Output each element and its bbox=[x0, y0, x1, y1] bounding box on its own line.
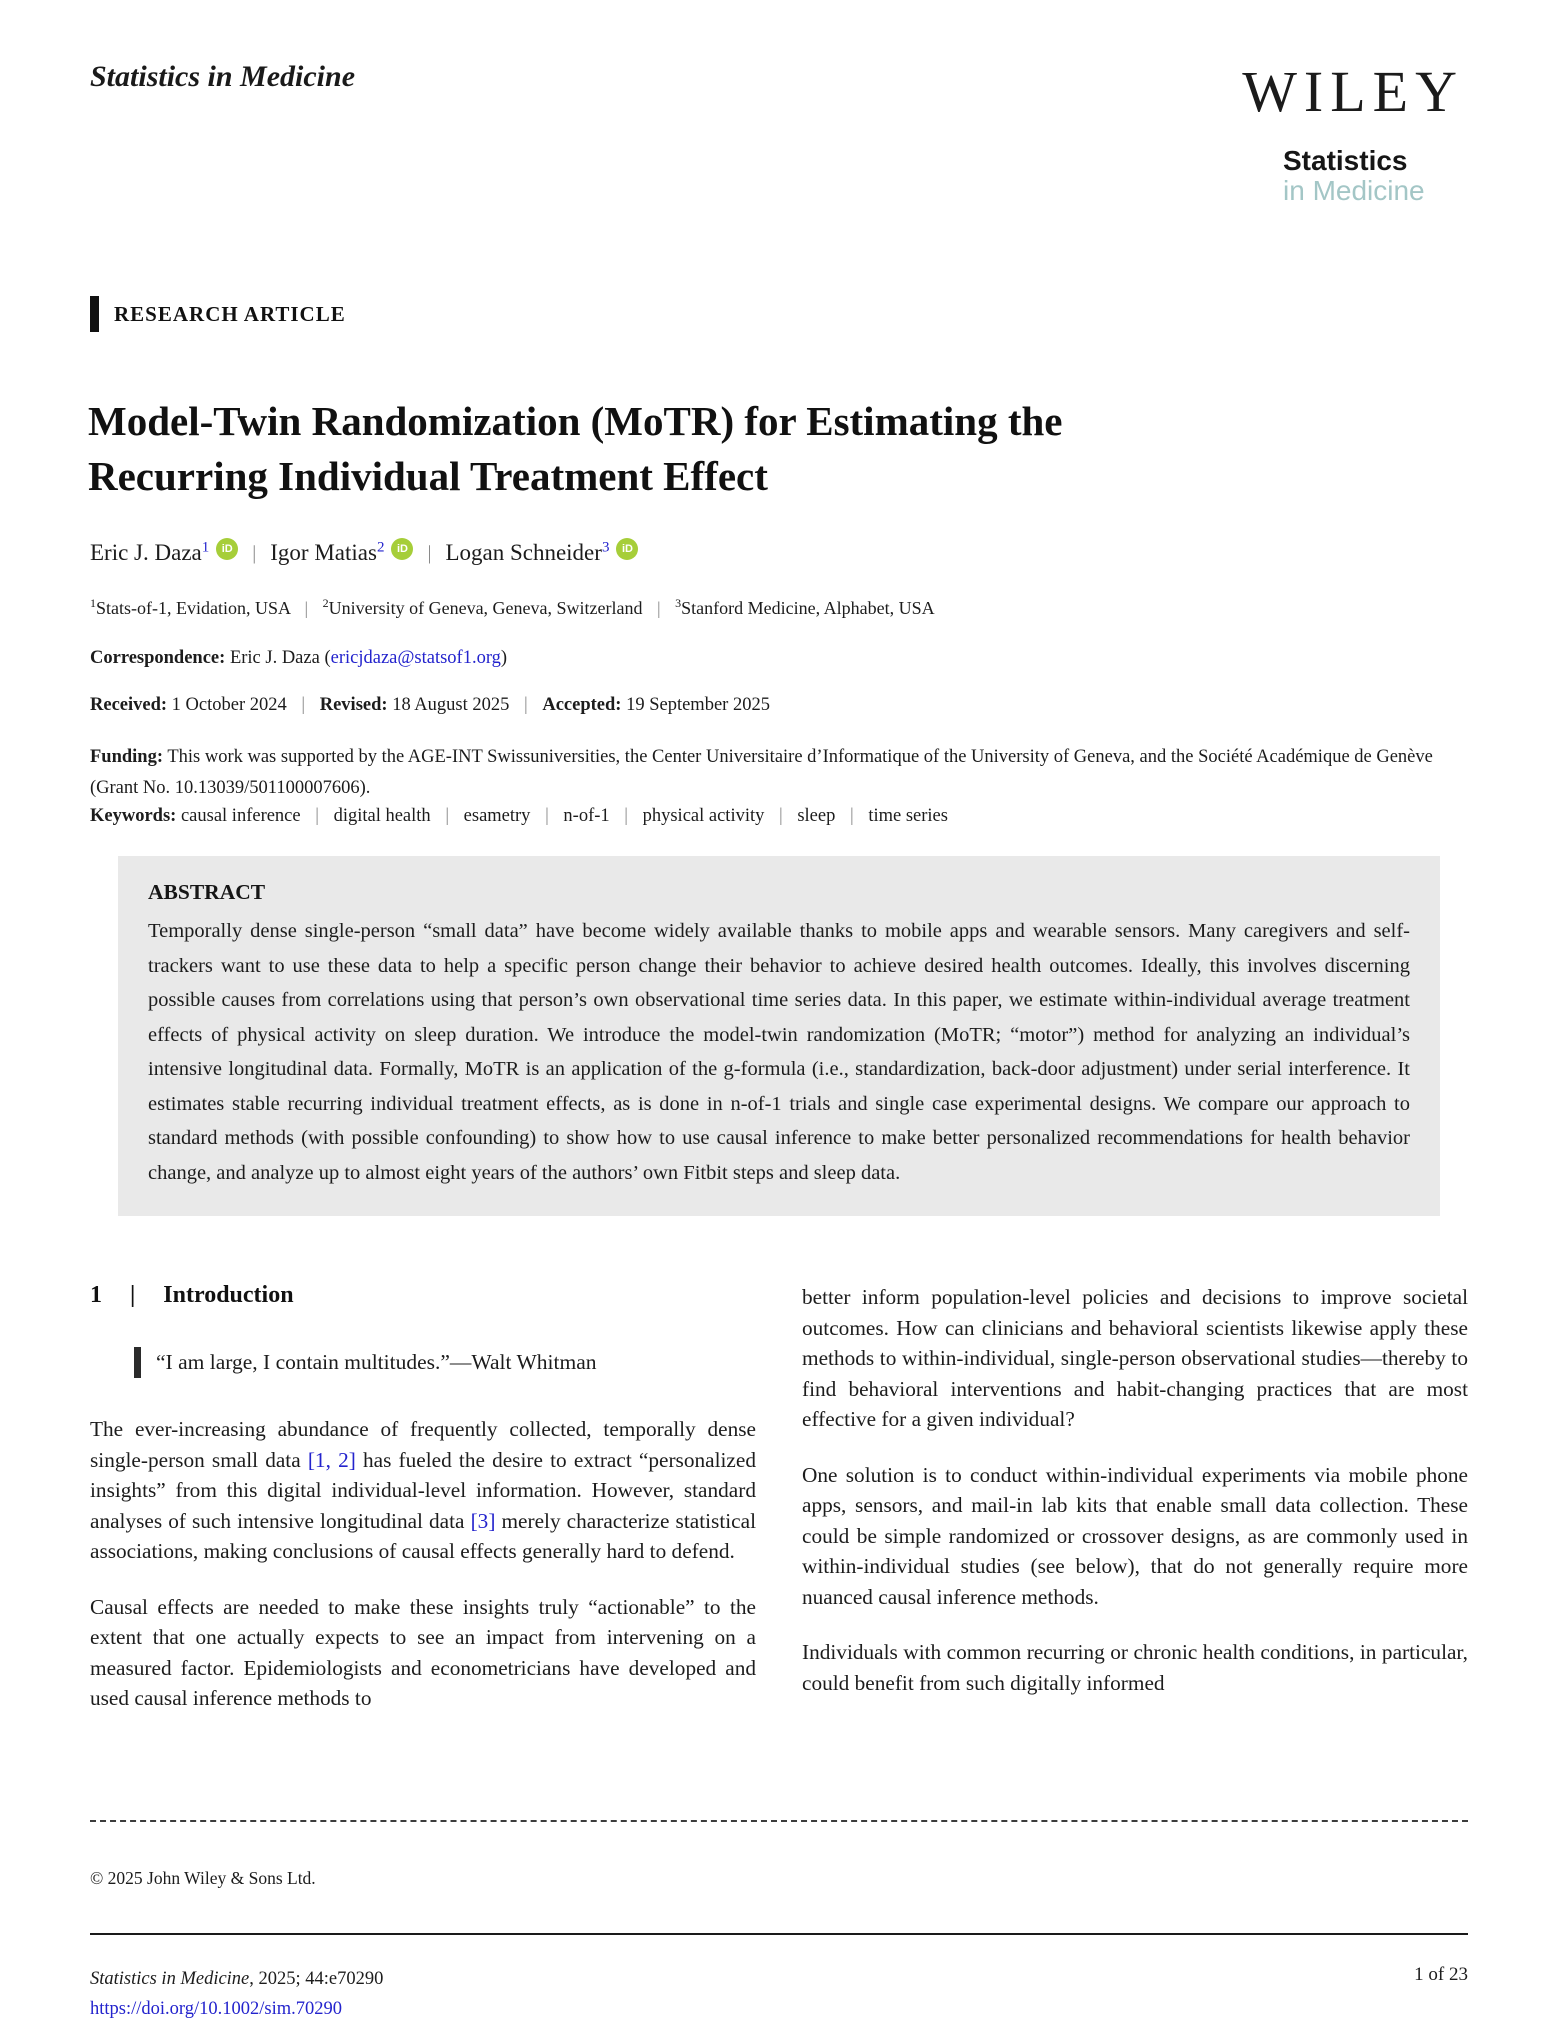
journal-name-header: Statistics in Medicine bbox=[90, 60, 356, 93]
keyword: causal inference bbox=[180, 806, 301, 826]
doi-link[interactable]: https://doi.org/10.1002/sim.70290 bbox=[90, 1999, 342, 2019]
article-title-line2: Recurring Individual Treatment Effect bbox=[88, 453, 768, 499]
correspondence-label: Correspondence: bbox=[90, 648, 226, 668]
paragraph-text: has fueled the desire to extract “personalized insights” from this digital individual-level information. However, standard analyses of such intensive longitudinal data bbox=[90, 1447, 756, 1533]
affiliation-text: Stanford Medicine, Alphabet, USA bbox=[681, 598, 935, 618]
accepted-label: Accepted: bbox=[542, 695, 622, 715]
keyword: time series bbox=[868, 806, 948, 826]
affiliation-separator: | bbox=[657, 598, 661, 618]
funding-line bbox=[90, 742, 1468, 804]
author-name: Eric J. Daza$^1$ bbox=[90, 539, 210, 565]
article-type bbox=[90, 296, 346, 332]
left-column bbox=[90, 1282, 756, 1739]
abstract-text: Temporally dense single-person “small data” have become widely available thanks to mobile apps and wearable sensors. Many caregivers and self-trackers want to use these data to help a specific person change their behavior to achieve desired health outcomes. Ideally, this involves discerning possible causes from correlations using that person’s own observational time series data. In this paper, we estimate within-individual average treatment effects of physical activity on sleep duration. We introduce the model-twin randomization (MoTR; “motor”) method for analyzing an individual’s intensive longitudinal data. Formally, MoTR is an application of the g-formula (i.e., standardization, back-door adjustment) under serial interference. It estimates stable recurring individual treatment effects, as is done in n-of-1 trials and single case experimental designs. We compare our approach to standard methods (with possible confounding) to show how to use causal inference to make better personalized recommendations for health behavior change, and analyze up to almost eight years of the authors’ own Fitbit steps and sleep data. bbox=[148, 920, 1410, 1184]
paren: ) bbox=[500, 648, 508, 668]
paragraph-text: The ever-increasing abundance of frequently collected, temporally dense single-person small data bbox=[90, 1417, 756, 1472]
correspondence-name: Eric J. Daza bbox=[229, 648, 320, 668]
page-number: 1 of 23 bbox=[1414, 1964, 1468, 1985]
author-separator: | bbox=[427, 541, 432, 564]
section-heading-introduction bbox=[90, 1282, 756, 1309]
article-type-bar bbox=[90, 296, 99, 332]
keyword: sleep bbox=[797, 806, 836, 826]
footer-row bbox=[90, 1964, 1468, 2024]
revised-date: 18 August 2025 bbox=[392, 695, 510, 715]
funding-text: This work was supported by the AGE-INT Swissuniversities, the Center Universitaire d’Informatique of the University of Geneva, and the Société Académique de Genève (Grant No. 10.13039/501100007606). bbox=[90, 747, 1433, 798]
citation-link[interactable]: [1, 2] bbox=[307, 1447, 356, 1472]
copyright-line: © 2025 John Wiley & Sons Ltd. bbox=[90, 1868, 316, 1888]
footer-rule bbox=[90, 1933, 1468, 1935]
keyword-separator: | bbox=[315, 806, 319, 826]
intro-paragraph-3: better inform population-level policies and decisions to improve societal outcomes. How can clinicians and behavioral scientists likewise apply these methods to within-individual, single-person observational studies—thereby to find behavioral interventions and habit-changing practices that are most effective for a given individual? bbox=[802, 1285, 1468, 1431]
keywords-line bbox=[90, 806, 948, 827]
keyword-separator: | bbox=[849, 806, 854, 826]
article-title bbox=[88, 394, 1388, 504]
citation-link[interactable]: [3] bbox=[470, 1508, 496, 1533]
author-list bbox=[90, 540, 638, 566]
article-type-label: RESEARCH ARTICLE bbox=[114, 301, 346, 326]
orcid-icon[interactable]: iD bbox=[216, 538, 238, 560]
author-name: Igor Matias$^2$ bbox=[270, 539, 385, 565]
keyword-separator: | bbox=[545, 806, 549, 826]
affiliation-sup: 1 bbox=[90, 596, 96, 610]
wiley-logo: WILEY bbox=[1242, 59, 1464, 124]
keyword-separator: | bbox=[779, 806, 783, 826]
quote-text: “I am large, I contain multitudes.”—Walt Whitman bbox=[156, 1350, 597, 1374]
intro-paragraph-5: Individuals with common recurring or chronic health conditions, in particular, could benefit from such digitally informed bbox=[802, 1640, 1468, 1695]
correspondence-line bbox=[90, 648, 507, 669]
abstract-section bbox=[118, 856, 1440, 1216]
author-name: Logan Schneider$^3$ bbox=[445, 539, 610, 565]
keyword-separator: | bbox=[445, 806, 450, 826]
history-dates-line bbox=[90, 695, 770, 716]
section-pipe: | bbox=[130, 1282, 136, 1308]
revised-label: Revised: bbox=[319, 695, 388, 715]
dashed-divider bbox=[90, 1820, 1468, 1822]
author-affil-sup: 2 bbox=[376, 539, 385, 556]
affiliation-text: University of Geneva, Geneva, Switzerland bbox=[328, 598, 643, 618]
keyword: n-of-1 bbox=[563, 806, 610, 826]
body-columns bbox=[90, 1282, 1468, 1739]
brand-statistics: Statistics bbox=[1283, 145, 1408, 176]
article-title-line1: Model-Twin Randomization (MoTR) for Estimating the bbox=[88, 398, 1063, 444]
keyword: physical activity bbox=[642, 806, 765, 826]
right-column bbox=[802, 1282, 1468, 1723]
brand-in-medicine: in Medicine bbox=[1283, 175, 1425, 206]
dates-separator: | bbox=[524, 695, 528, 715]
keyword: esametry bbox=[463, 806, 531, 826]
section-title: Introduction bbox=[163, 1282, 294, 1308]
affiliation-separator: | bbox=[304, 598, 309, 618]
author-separator: | bbox=[252, 541, 257, 564]
intro-paragraph-4: One solution is to conduct within-individual experiments via mobile phone apps, sensors, and mail-in lab kits that enable small data collection. These could be simple randomized or crossover designs, as are commonly used in within-individual studies (see below), that do not generally require more nuanced causal inference methods. bbox=[802, 1462, 1468, 1609]
intro-paragraph-2: Causal effects are needed to make these insights truly “actionable” to the extent that one actually expects to see an impact from intervening on a measured factor. Epidemiologists and econometricians have developed and used causal inference methods to bbox=[90, 1594, 756, 1710]
paren: ( bbox=[324, 648, 331, 668]
section-number: 1 bbox=[90, 1282, 102, 1308]
funding-label: Funding: bbox=[90, 747, 164, 767]
affiliation-text: Stats-of-1, Evidation, USA bbox=[96, 598, 290, 618]
footer-citation bbox=[90, 1964, 383, 2024]
keywords-label: Keywords: bbox=[90, 806, 177, 826]
abstract-heading: ABSTRACT bbox=[148, 880, 266, 904]
journal-brand-block bbox=[1283, 146, 1425, 206]
epigraph-quote bbox=[134, 1347, 756, 1378]
author-affil-sup: 1 bbox=[201, 539, 210, 556]
paragraph-text: merely characterize statistical associations, making conclusions of causal effects generally hard to defend. bbox=[90, 1508, 756, 1563]
affiliations-line bbox=[90, 598, 935, 619]
correspondence-email-link[interactable]: ericjdaza@statsof1.org bbox=[330, 648, 501, 668]
affiliation-sup: 3 bbox=[675, 596, 682, 610]
intro-paragraph-1 bbox=[90, 1414, 756, 1567]
keyword: digital health bbox=[333, 806, 431, 826]
orcid-icon[interactable]: iD bbox=[391, 538, 413, 560]
keyword-separator: | bbox=[624, 806, 628, 826]
affiliation-sup: 2 bbox=[322, 596, 329, 610]
orcid-icon[interactable]: iD bbox=[616, 538, 638, 560]
footer-citation-rest: , 2025; 44:e70290 bbox=[249, 1969, 384, 1989]
received-label: Received: bbox=[90, 695, 168, 715]
received-date: 1 October 2024 bbox=[171, 695, 287, 715]
dates-separator: | bbox=[301, 695, 306, 715]
footer-journal-name: Statistics in Medicine bbox=[90, 1969, 250, 1989]
quote-bar bbox=[134, 1347, 141, 1378]
author-affil-sup: 3 bbox=[601, 539, 610, 556]
accepted-date: 19 September 2025 bbox=[626, 695, 770, 715]
